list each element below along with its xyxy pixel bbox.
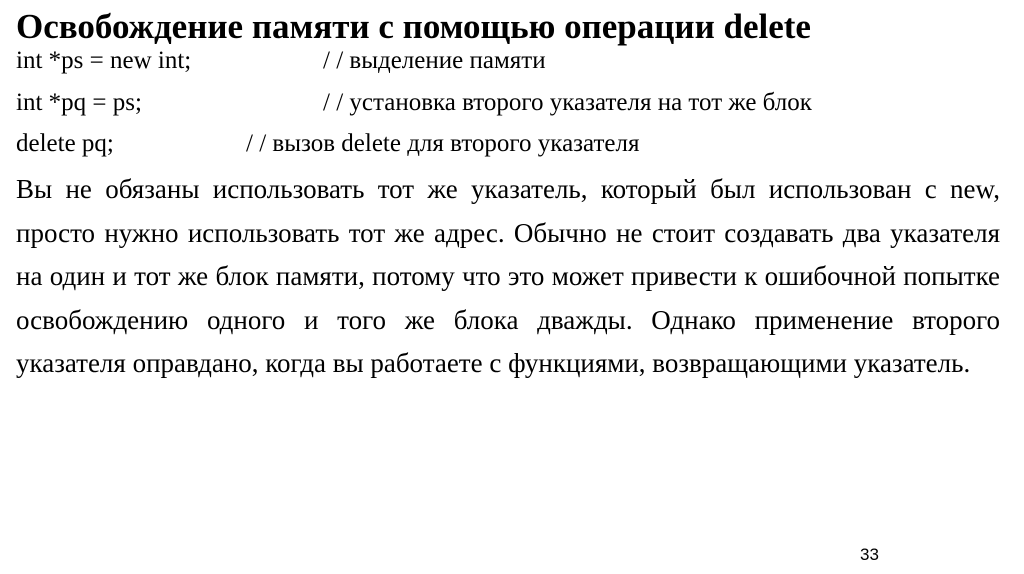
page-number: 33 — [860, 545, 879, 564]
code-line-delete — [16, 129, 640, 159]
code-line-allocate — [16, 46, 546, 76]
code-comment: / / вызов delete для второго указателя — [246, 130, 640, 157]
code-statement: int *ps = new int; — [16, 47, 192, 74]
code-comment: / / выделение памяти — [323, 47, 546, 74]
slide-title: Освобождение памяти с помощью операции delete — [16, 7, 811, 46]
code-comment: / / установка второго указателя на тот же блок — [323, 89, 812, 116]
code-statement: int *pq = ps; — [16, 89, 142, 116]
body-paragraph: Вы не обязаны использовать тот же указатель, который был использован с new, просто нужно использовать тот же адрес. Обычно не стоит создавать два указателя на один и тот же блок памяти, потому что это может привести к ошибочной попытке освобождению одного и того же блока дважды. Однако применение второго указателя оправдано, когда вы работаете с функциями, возвращающими указатель. — [16, 174, 1000, 378]
code-statement: delete pq; — [16, 130, 114, 157]
code-line-second-pointer — [16, 88, 812, 118]
